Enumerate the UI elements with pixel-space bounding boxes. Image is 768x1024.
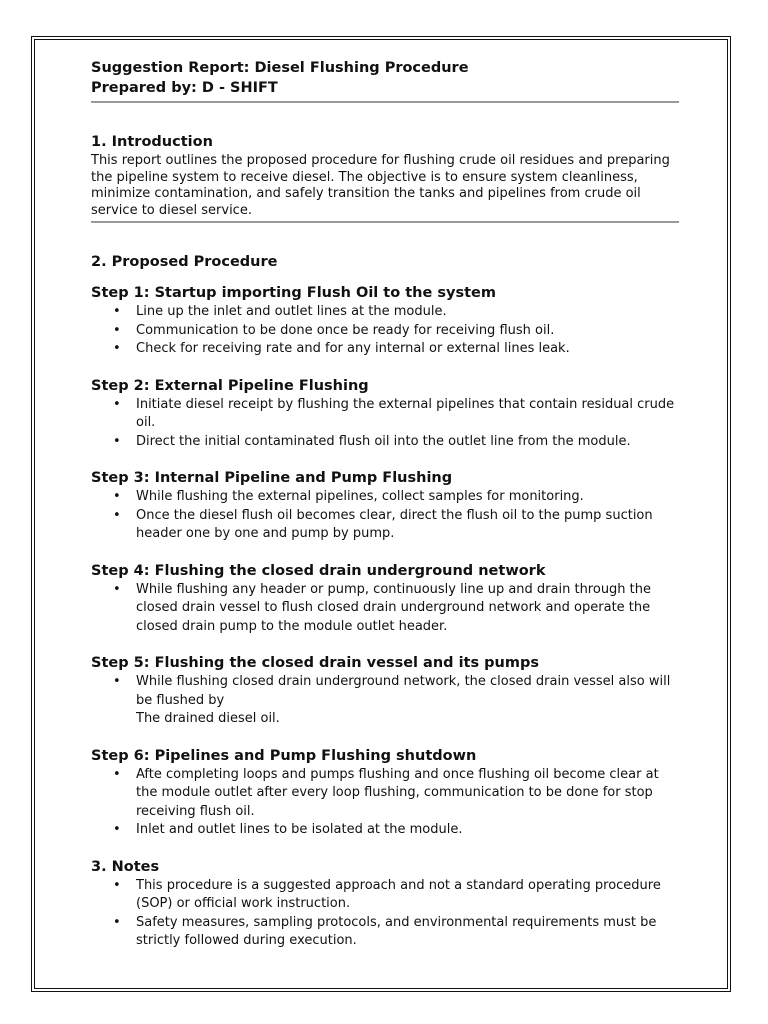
list-item-text: Direct the initial contaminated flush oil into the outlet line from the module. — [136, 433, 631, 449]
list-item-text: Afte completing loops and pumps flushing and once flushing oil become clear at the module outlet after every loop flushing, communication to be done for stop receiving flush oil. — [136, 766, 659, 819]
step-5 — [91, 653, 679, 729]
list-item-text: Inlet and outlet lines to be isolated at the module. — [136, 822, 463, 837]
procedure-heading: 2. Proposed Procedure — [91, 254, 278, 270]
step-bullets — [91, 396, 679, 452]
step-6 — [91, 746, 679, 840]
notes-bullets — [91, 877, 679, 951]
list-item — [91, 821, 679, 840]
list-item-text: Check for receiving rate and for any internal or external lines leak. — [136, 341, 570, 356]
list-item — [91, 340, 679, 359]
list-item — [91, 877, 679, 914]
introduction-heading: 1. Introduction — [91, 134, 213, 150]
step-2 — [91, 376, 679, 452]
bullet-icon: • — [113, 507, 121, 523]
notes-heading: 3. Notes — [91, 858, 160, 875]
step-title: Step 1: Startup importing Flush Oil to the system — [91, 285, 496, 301]
list-item — [91, 766, 679, 822]
bullet-icon: • — [113, 304, 121, 319]
step-title: Step 2: External Pipeline Flushing — [91, 377, 369, 394]
list-item — [91, 322, 679, 341]
list-item — [91, 303, 679, 322]
list-item — [91, 507, 679, 544]
introduction-divider — [91, 221, 679, 223]
list-item-text: Communication to be done once be ready for receiving flush oil. — [136, 322, 555, 338]
step-bullets — [91, 766, 679, 840]
bullet-icon: • — [113, 766, 121, 782]
list-item — [91, 914, 679, 951]
step-bullets — [91, 488, 679, 544]
bullet-icon: • — [113, 396, 121, 412]
bullet-icon: • — [113, 341, 121, 356]
bullet-icon: • — [113, 322, 121, 338]
list-item — [91, 488, 679, 507]
document-body — [91, 58, 679, 951]
list-item-text: While flushing closed drain underground network, the closed drain vessel also will be flushed by The drained diesel oil. — [136, 674, 671, 726]
step-title: Step 6: Pipelines and Pump Flushing shutdown — [91, 747, 477, 764]
prepared-by: Prepared by: D - SHIFT — [91, 80, 278, 96]
report-title: Suggestion Report: Diesel Flushing Procedure — [91, 60, 469, 76]
list-item — [91, 581, 679, 637]
bullet-icon: • — [113, 674, 121, 689]
bullet-icon: • — [113, 914, 121, 930]
header-divider — [91, 101, 679, 103]
list-item-text: Safety measures, sampling protocols, and environmental requirements must be strictly followed during execution. — [136, 914, 657, 948]
list-item-text: Once the diesel flush oil becomes clear, direct the flush oil to the pump suction header one by one and pump by pump. — [136, 507, 653, 541]
notes-section — [91, 857, 679, 951]
step-title: Step 3: Internal Pipeline and Pump Flushing — [91, 470, 453, 486]
list-item — [91, 433, 679, 452]
step-bullets — [91, 673, 679, 729]
step-list — [91, 283, 679, 840]
bullet-icon: • — [113, 581, 121, 597]
step-bullets — [91, 303, 679, 359]
bullet-icon: • — [113, 489, 121, 504]
list-item-text: This procedure is a suggested approach and not a standard operating procedure (SOP) or official work instruction. — [136, 877, 661, 911]
bullet-icon: • — [113, 822, 121, 837]
step-title: Step 4: Flushing the closed drain underground network — [91, 562, 546, 579]
list-item-text: Line up the inlet and outlet lines at the module. — [136, 304, 447, 319]
introduction-text: This report outlines the proposed procedure for flushing crude oil residues and preparing the pipeline system to receive diesel. The objective is to ensure system cleanliness, minimize contamination, and safely transition the tanks and pipelines from crude oil service to diesel service. — [91, 153, 670, 218]
list-item — [91, 673, 679, 729]
list-item-text: While flushing the external pipelines, collect samples for monitoring. — [136, 489, 584, 504]
step-1 — [91, 283, 679, 359]
list-item — [91, 396, 679, 433]
bullet-icon: • — [113, 877, 121, 893]
step-bullets — [91, 581, 679, 637]
step-3 — [91, 468, 679, 544]
bullet-icon: • — [113, 433, 121, 449]
list-item-text: While flushing any header or pump, continuously line up and drain through the closed drain vessel to flush closed drain underground network and operate the closed drain pump to the module outlet header. — [136, 581, 652, 634]
step-title: Step 5: Flushing the closed drain vessel and its pumps — [91, 655, 539, 671]
step-4 — [91, 561, 679, 637]
list-item-text: Initiate diesel receipt by flushing the external pipelines that contain residual crude oil. — [136, 396, 675, 430]
